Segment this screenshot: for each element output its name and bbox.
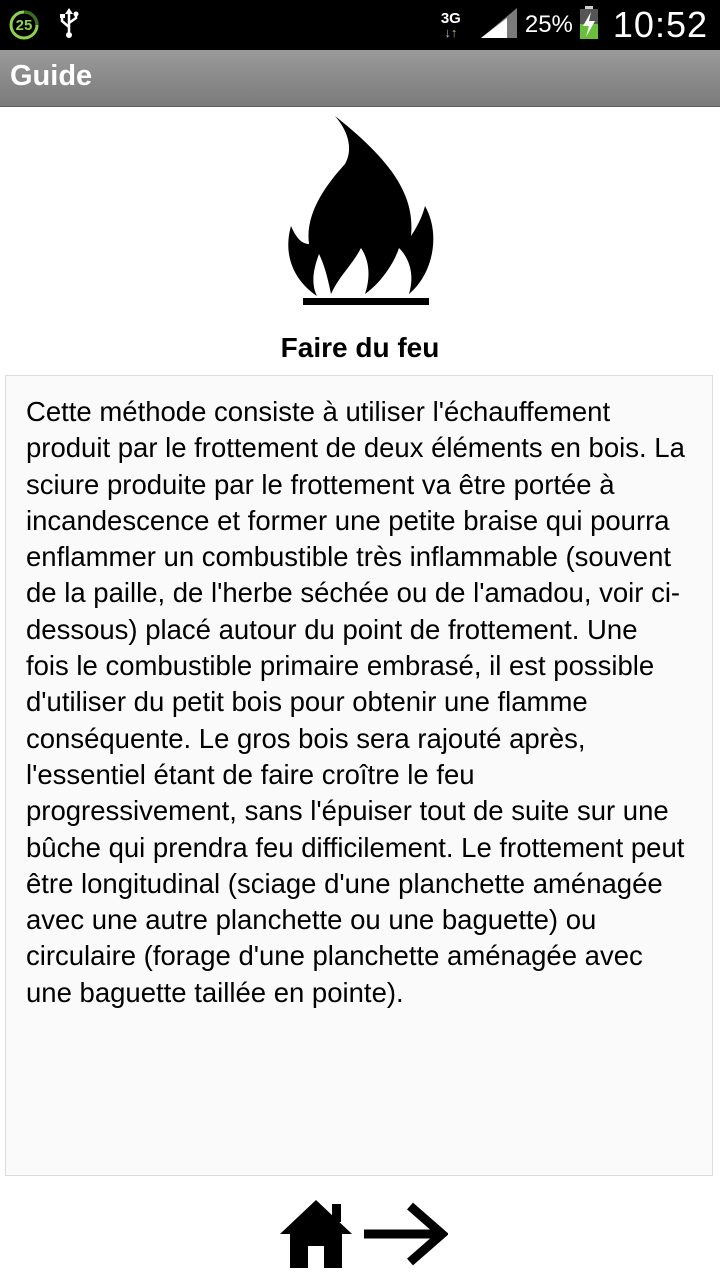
status-bar [0, 0, 720, 50]
clock: 10:52 [612, 4, 708, 45]
content-panel[interactable] [5, 375, 713, 1176]
status-right [441, 0, 708, 50]
battery-percent: 25% [524, 11, 573, 38]
usb-icon [58, 7, 80, 44]
data-activity-icon: ↓↑ [444, 25, 458, 40]
notification-badge-icon [8, 9, 40, 41]
arrow-right-icon[interactable] [362, 1202, 448, 1266]
battery-charging-icon [579, 6, 599, 45]
page-title: Faire du feu [280, 332, 440, 363]
bottom-navigation [0, 1190, 720, 1280]
body-text: Cette méthode consiste à utiliser l'échauffement produit par le frottement de deux éléments en bois. La sciure produite par le frottement va être portée à incandescence et former une petite braise qui pourra enflammer un combustible très inflammable (souvent de la paille, de l'herbe séchée ou de l'amadou, voir ci-dessous) placé autour du point de frottement. Une fois le combustible primaire embrasé, il est possible d'utiliser du petit bois pour obtenir une flamme conséquente. Le gros bois sera rajouté après, l'essentiel étant de faire croître le feu progressivement, sans l'épuiser tout de suite sur une bûche qui prendra feu difficilement. Le frottement peut être longitudinal (sciage d'une planchette aménagée avec une autre planchette ou une baguette) ou circulaire (forage d'une planchette aménagée avec une baguette taillée en pointe). [26, 396, 685, 1008]
fire-icon [283, 114, 439, 306]
home-icon[interactable] [278, 1198, 354, 1270]
signal-icon [481, 8, 517, 43]
network-type: 3G [440, 10, 461, 27]
app-title: Guide [10, 60, 93, 92]
app-title-bar [0, 50, 720, 107]
status-left [8, 6, 80, 44]
network-indicator [441, 11, 461, 39]
notification-count: 25 [15, 16, 33, 34]
